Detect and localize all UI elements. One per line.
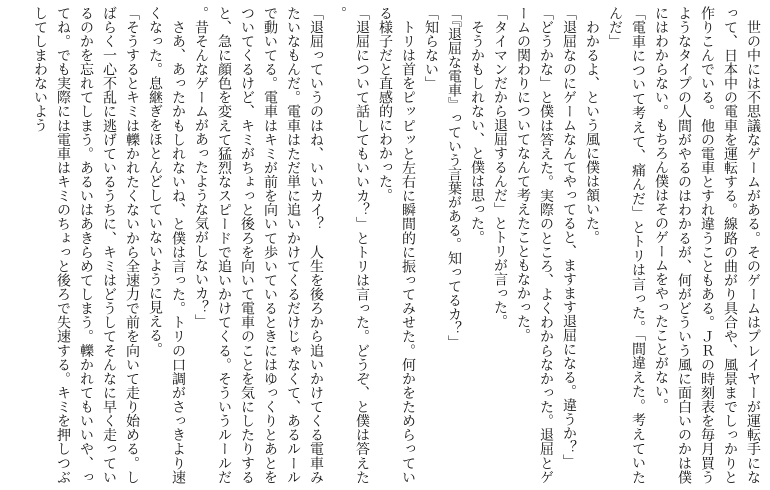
paragraph: 「どうかな」と僕は答えた。実際のところ、よくわからなかった。退屈とゲームの関わりについてなんて考えたこともなかった。 bbox=[515, 6, 554, 484]
paragraph: 「退屈っていうのはね、いいカイ？ 人生を後ろから追いかけてくる電車みたいなもんだ。電車はただ単に追いかけてくるだけじゃなくて、あるルールで動いてる。電車はキミが前を向いて歩いているときにはゆっくりとあとをついてくるけど、キミがちょっと後ろを向いて電車のことを気にしたりすると、急に顔色を変えて猛烈なスピードで追いかけてくる。そういうルールだ。昔そんなゲームがあったような気がしないカ？」 bbox=[193, 6, 324, 484]
paragraph: トリは首をピッピッと左右に瞬間的に振ってみせた。何かをためらっている様子だと直感的にわかった。 bbox=[377, 6, 416, 484]
paragraph: 「そうするとキミは轢かれたくないから全速力で前を向いて走り始める。しばらく一心不乱に逃げているうちに、キミはどうしてそんなに早く走っているのかを忘れてしまう。あるいはあきらめてしまう。轢かれてもいいや、ってね。でも実際には電車はキミのちょっと後ろで失速する。キミを押しつぶしてしまわないよう bbox=[32, 6, 140, 484]
paragraph: 「タイマンだから退屈するんだ」とトリが言った。 bbox=[492, 6, 508, 328]
paragraph: さあ、あったかもしれないね、と僕は言った。トリの口調がさっきより速くなった。息継ぎをほとんどしていないように見える。 bbox=[147, 6, 186, 484]
paragraph: 「知らない」 bbox=[423, 6, 439, 90]
paragraph: 世の中には不思議なゲームがある。そのゲームはプレイヤーが運転手になって、日本中の電車を運転する。線路の曲がり具合や、風景までしっかりと作りこんでいる。他の電車とすれ違うこともある。ＪＲの時刻表を毎月買うようなタイプの人間がやるのはわかるが、何がどういう風に面白いのかは僕にはわからない。もちろん僕はそのゲームをやったことがない。 bbox=[653, 6, 761, 484]
paragraph: わかるよ、という風に僕は頷いた。 bbox=[584, 6, 600, 244]
paragraph: 「退屈について話してもいいカ？」とトリは言った。どうぞ、と僕は答えた。 bbox=[331, 6, 370, 484]
paragraph: 「退屈なのにゲームなんてやってると、ますます退屈になる。違うか？」 bbox=[561, 6, 577, 468]
paragraph: 「『退屈な電車』っていう言葉がある。知ってるカ？」 bbox=[446, 6, 462, 349]
vertical-text-body bbox=[6, 6, 764, 484]
paragraph: そうかもしれない、と僕は思った。 bbox=[469, 6, 485, 244]
paragraph: 「電車について考えて、痛んだ」とトリは言った。「間違えた。考えていたんだ」 bbox=[607, 6, 646, 484]
